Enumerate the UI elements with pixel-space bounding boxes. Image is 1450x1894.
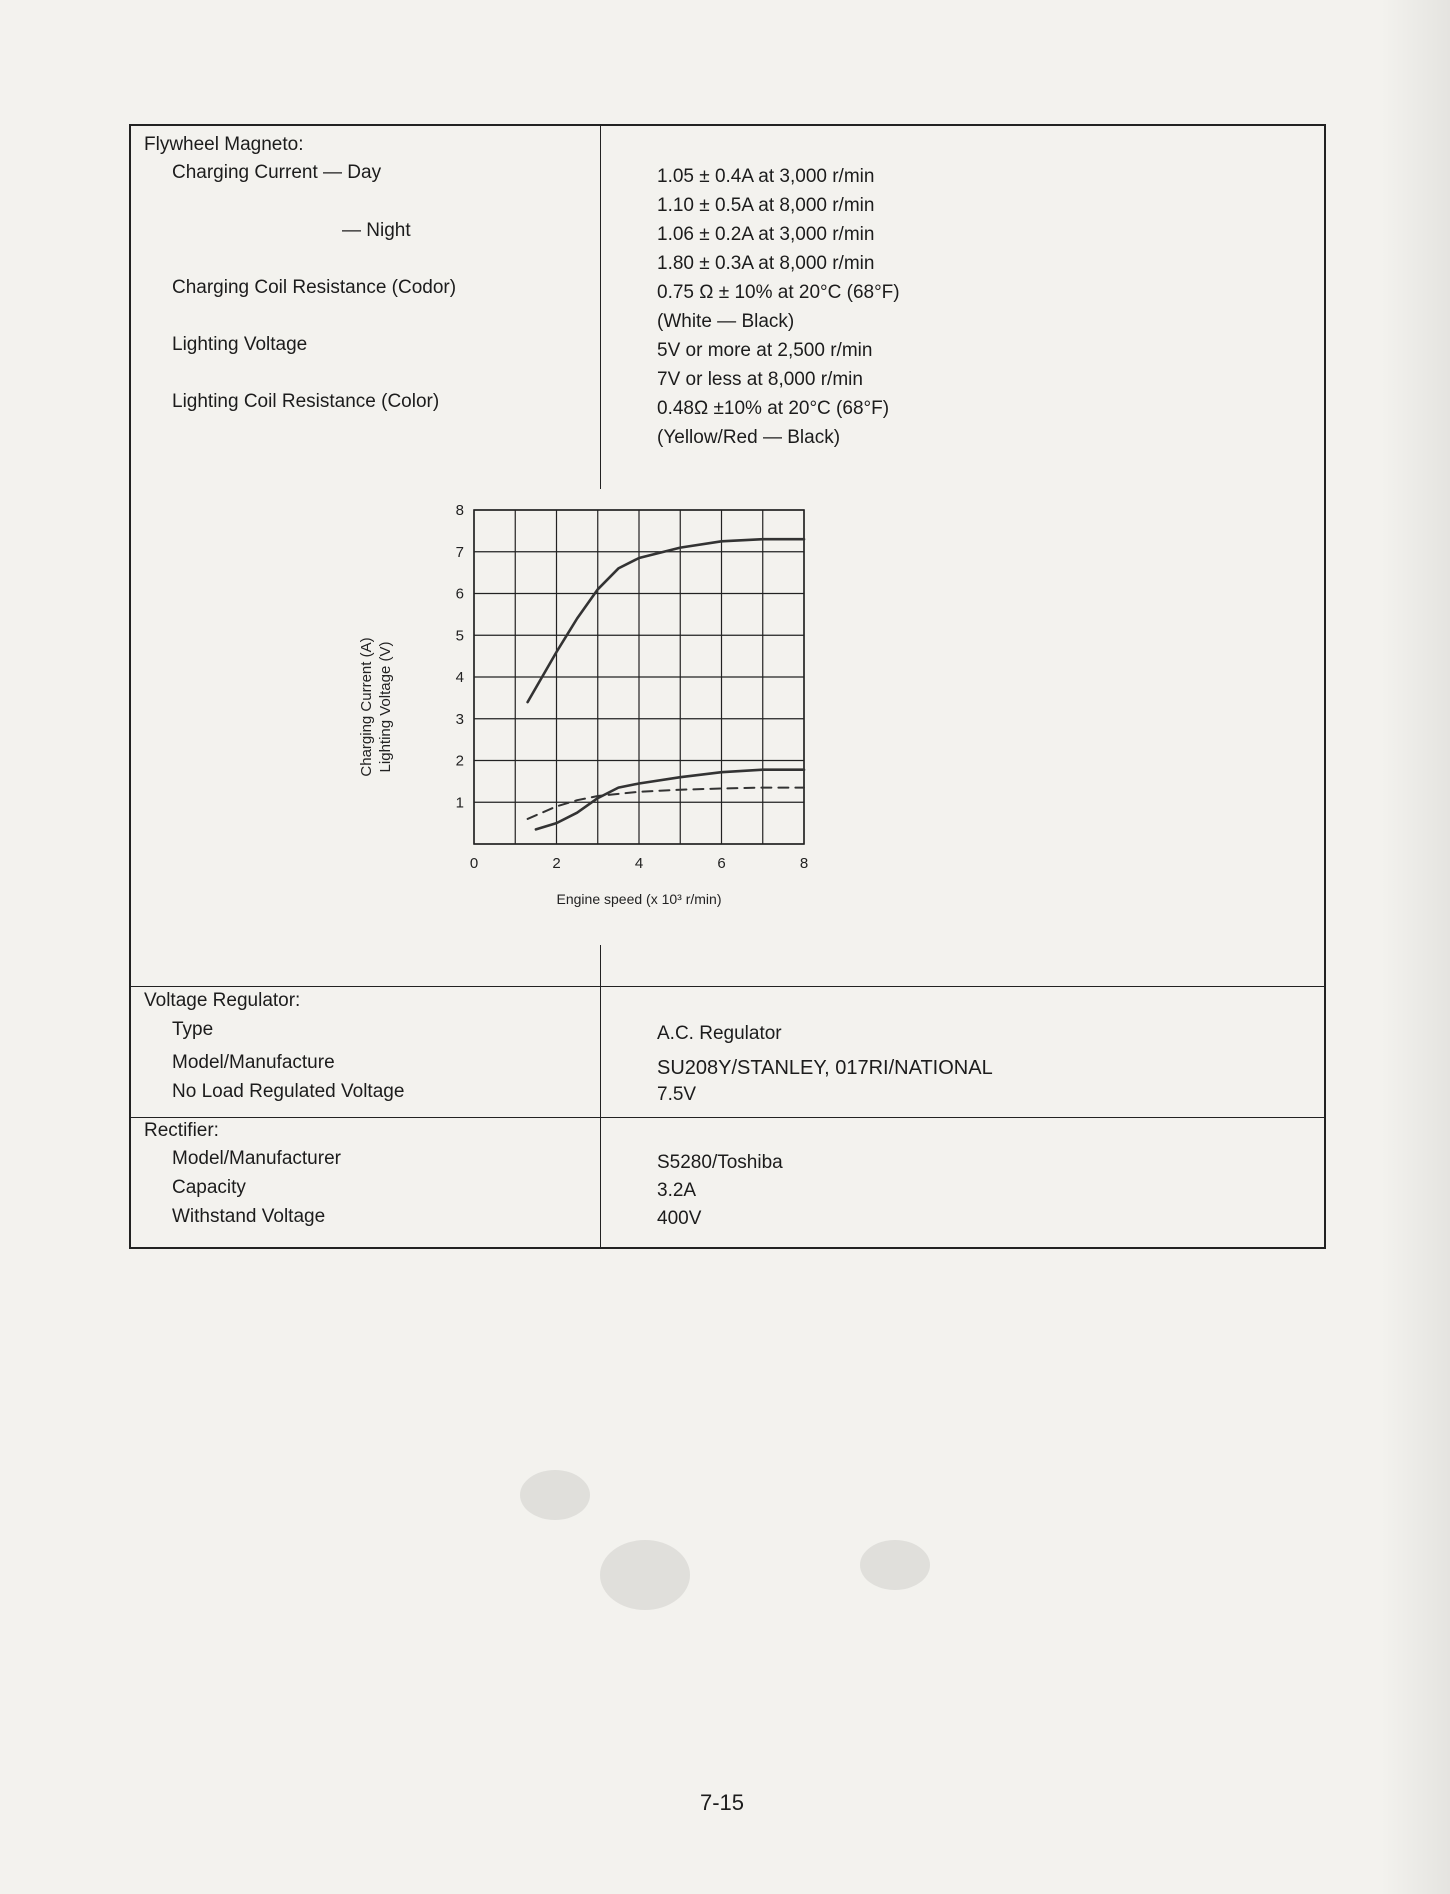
rectifier-model-value: S5280/Toshiba bbox=[657, 1152, 783, 1173]
regulator-noload-value: 7.5V bbox=[657, 1084, 697, 1105]
y-axis-label: Lighting Voltage (V) bbox=[377, 641, 394, 773]
paper-edge-shade bbox=[1380, 0, 1450, 1894]
y-tick-label: 6 bbox=[455, 585, 464, 603]
value-line: (Yellow/Red — Black) bbox=[657, 427, 841, 448]
page-number: 7-15 bbox=[700, 1790, 745, 1815]
rectifier-withstand-label: Withstand Voltage bbox=[172, 1206, 326, 1227]
regulator-heading: Voltage Regulator: bbox=[144, 990, 301, 1011]
row-divider-regulator bbox=[129, 986, 1326, 987]
y-tick-label: 1 bbox=[455, 794, 464, 812]
stain bbox=[860, 1540, 930, 1590]
value-line: 7V or less at 8,000 r/min bbox=[657, 369, 863, 390]
rectifier-heading: Rectifier: bbox=[144, 1120, 219, 1141]
value-line: 1.10 ± 0.5A at 8,000 r/min bbox=[657, 195, 875, 216]
value-line: 1.05 ± 0.4A at 3,000 r/min bbox=[657, 166, 875, 187]
stain bbox=[600, 1540, 690, 1610]
lighting-coil-label: Lighting Coil Resistance (Color) bbox=[172, 391, 440, 412]
night-label: — Night bbox=[342, 220, 411, 241]
value-line: (White — Black) bbox=[657, 311, 795, 332]
row-divider-rectifier bbox=[129, 1117, 1326, 1118]
x-tick-label: 2 bbox=[552, 855, 561, 872]
y-axis-label: Charging Current (A) bbox=[358, 637, 375, 777]
chart-svg bbox=[340, 490, 840, 930]
y-tick-label: 4 bbox=[455, 669, 464, 686]
value-line: 5V or more at 2,500 r/min bbox=[657, 340, 873, 361]
y-tick-label: 3 bbox=[455, 710, 464, 728]
flywheel-heading: Flywheel Magneto: bbox=[144, 134, 304, 155]
x-tick-label: 8 bbox=[799, 855, 809, 872]
rectifier-model-label: Model/Manufacturer bbox=[172, 1148, 341, 1169]
y-tick-label: 5 bbox=[455, 627, 464, 645]
y-tick-label: 2 bbox=[455, 752, 464, 770]
regulator-model-value: SU208Y/STANLEY, 017RI/NATIONAL bbox=[657, 1057, 993, 1079]
rectifier-capacity-value: 3.2A bbox=[657, 1180, 697, 1201]
value-line: 0.75 Ω ± 10% at 20°C (68°F) bbox=[657, 282, 900, 303]
regulator-model-label: Model/Manufacture bbox=[172, 1052, 335, 1073]
y-tick-label: 8 bbox=[455, 502, 464, 519]
value-line: 0.48Ω ±10% at 20°C (68°F) bbox=[657, 398, 890, 419]
lighting-voltage-label: Lighting Voltage bbox=[172, 334, 308, 355]
charging-coil-label: Charging Coil Resistance (Codor) bbox=[172, 277, 457, 298]
y-tick-label: 7 bbox=[455, 543, 464, 561]
column-divider-top bbox=[600, 124, 601, 489]
regulator-type-label: Type bbox=[172, 1019, 214, 1040]
x-tick-label: 4 bbox=[634, 855, 644, 872]
x-tick-label: 6 bbox=[717, 855, 726, 872]
stain bbox=[520, 1470, 590, 1520]
x-axis-label: Engine speed (x 10³ r/min) bbox=[556, 891, 722, 907]
x-tick-label: 0 bbox=[469, 855, 479, 872]
value-line: 1.80 ± 0.3A at 8,000 r/min bbox=[657, 253, 875, 274]
regulator-noload-label: No Load Regulated Voltage bbox=[172, 1081, 405, 1102]
rectifier-withstand-value: 400V bbox=[657, 1208, 702, 1229]
charging-current-day-label: Charging Current — Day bbox=[172, 162, 382, 183]
column-divider-bottom bbox=[600, 945, 601, 1249]
charging-chart bbox=[340, 490, 840, 930]
regulator-type-value: A.C. Regulator bbox=[657, 1023, 782, 1044]
value-line: 1.06 ± 0.2A at 3,000 r/min bbox=[657, 224, 875, 245]
rectifier-capacity-label: Capacity bbox=[172, 1177, 246, 1198]
